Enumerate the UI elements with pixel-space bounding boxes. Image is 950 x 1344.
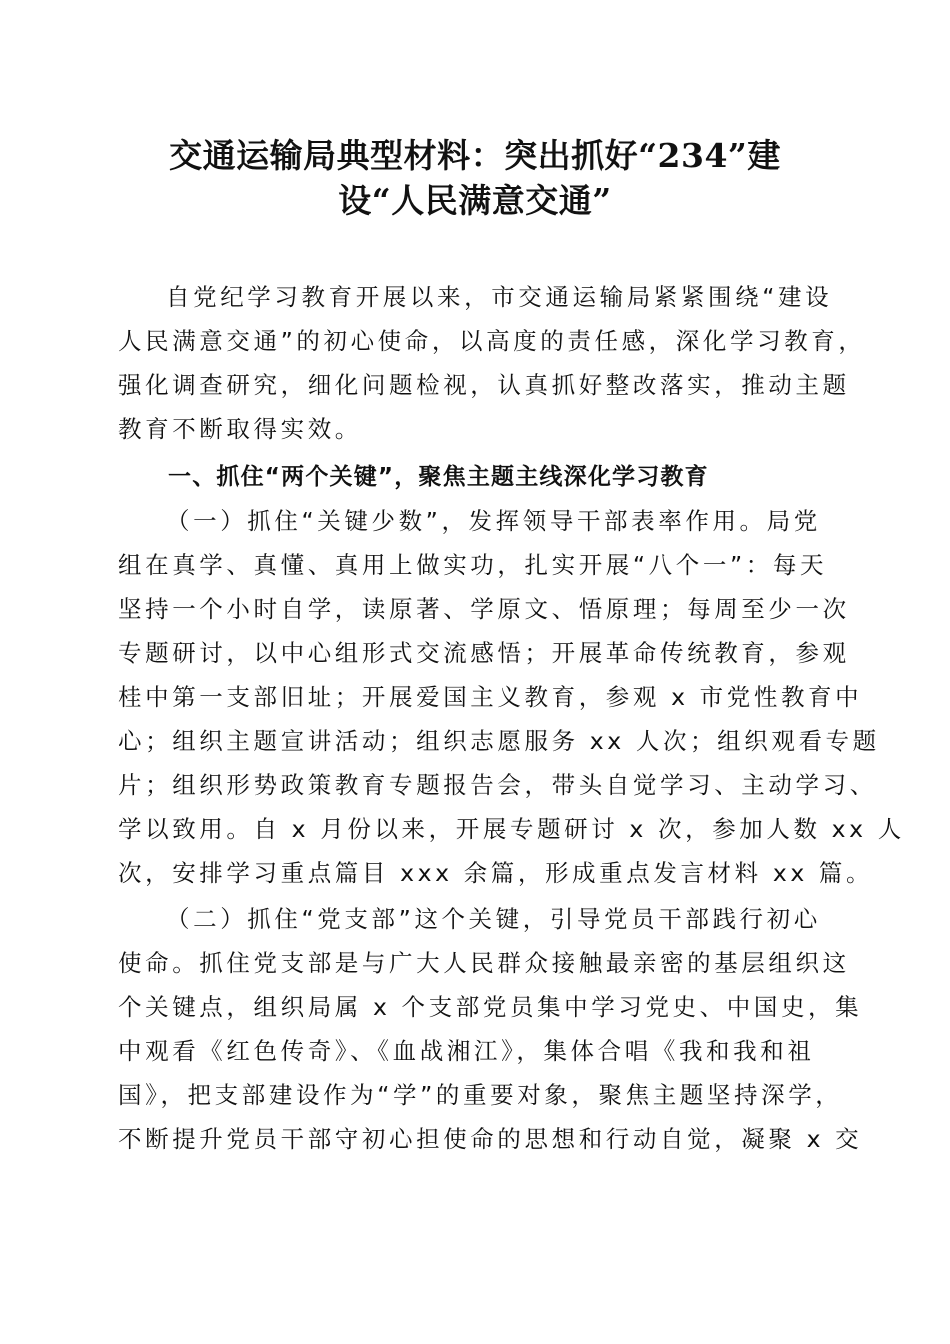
- paragraph-line: 桂中第一支部旧址；开展爱国主义教育，参观 x 市党性教育中: [118, 683, 863, 711]
- title-line-2: 设“人民满意交通”: [338, 181, 612, 220]
- section-1-heading: 一、抓住“两个关键”，聚焦主题主线深化学习教育: [168, 464, 709, 490]
- paragraph-line: 人民满意交通”的初心使命，以高度的责任感，深化学习教育，: [118, 327, 866, 355]
- paragraph-line: 坚持一个小时自学，读原著、学原文、悟原理；每周至少一次: [118, 595, 850, 623]
- paragraph-line: 教育不断取得实效。: [118, 415, 362, 443]
- paragraph-line: 国》，把支部建设作为“学”的重要对象，聚焦主题坚持深学，: [118, 1081, 843, 1109]
- paragraph-line: 不断提升党员干部守初心担使命的思想和行动自觉，凝聚 x 交: [118, 1125, 863, 1153]
- paragraph-line: 专题研讨，以中心组形式交流感悟；开展革命传统教育，参观: [118, 639, 850, 667]
- paragraph-line: 心；组织主题宣讲活动；组织志愿服务 xx 人次；组织观看专题: [118, 727, 880, 755]
- paragraph-line: 学以致用。自 x 月份以来，开展专题研讨 x 次，参加人数 xx 人: [118, 815, 905, 843]
- section-1-heading-block: [118, 455, 840, 499]
- subsection-2-paragraph: [118, 897, 863, 1161]
- paragraph-line: 片；组织形势政策教育专题报告会，带头自觉学习、主动学习、: [118, 771, 877, 799]
- paragraph-line: 中观看《红色传奇》、《血战湘江》，集体合唱《我和我和祖: [118, 1037, 815, 1065]
- paragraph-line: （一）抓住“关键少数”，发挥领导干部表率作用。局党: [166, 507, 821, 535]
- paragraph-line: 强化调查研究，细化问题检视，认真抓好整改落实，推动主题: [118, 371, 850, 399]
- document-title: [120, 133, 830, 223]
- paragraph-line: 使命。抓住党支部是与广大人民群众接触最亲密的基层组织这: [118, 949, 850, 977]
- paragraph-line: 个关键点，组织局属 x 个支部党员集中学习党史、中国史，集: [118, 993, 863, 1021]
- title-line-1: 交通运输局典型材料：突出抓好“234”建: [169, 136, 781, 175]
- paragraph-line: 组在真学、真懂、真用上做实功，扎实开展“八个一”：每天: [118, 551, 828, 579]
- subsection-1-paragraph: [118, 499, 905, 895]
- paragraph-line: 自党纪学习教育开展以来，市交通运输局紧紧围绕“建设: [166, 283, 833, 311]
- intro-paragraph: [118, 275, 866, 451]
- paragraph-line: 次，安排学习重点篇目 xxx 余篇，形成重点发言材料 xx 篇。: [118, 859, 874, 887]
- paragraph-line: （二）抓住“党支部”这个关键，引导党员干部践行初心: [166, 905, 821, 933]
